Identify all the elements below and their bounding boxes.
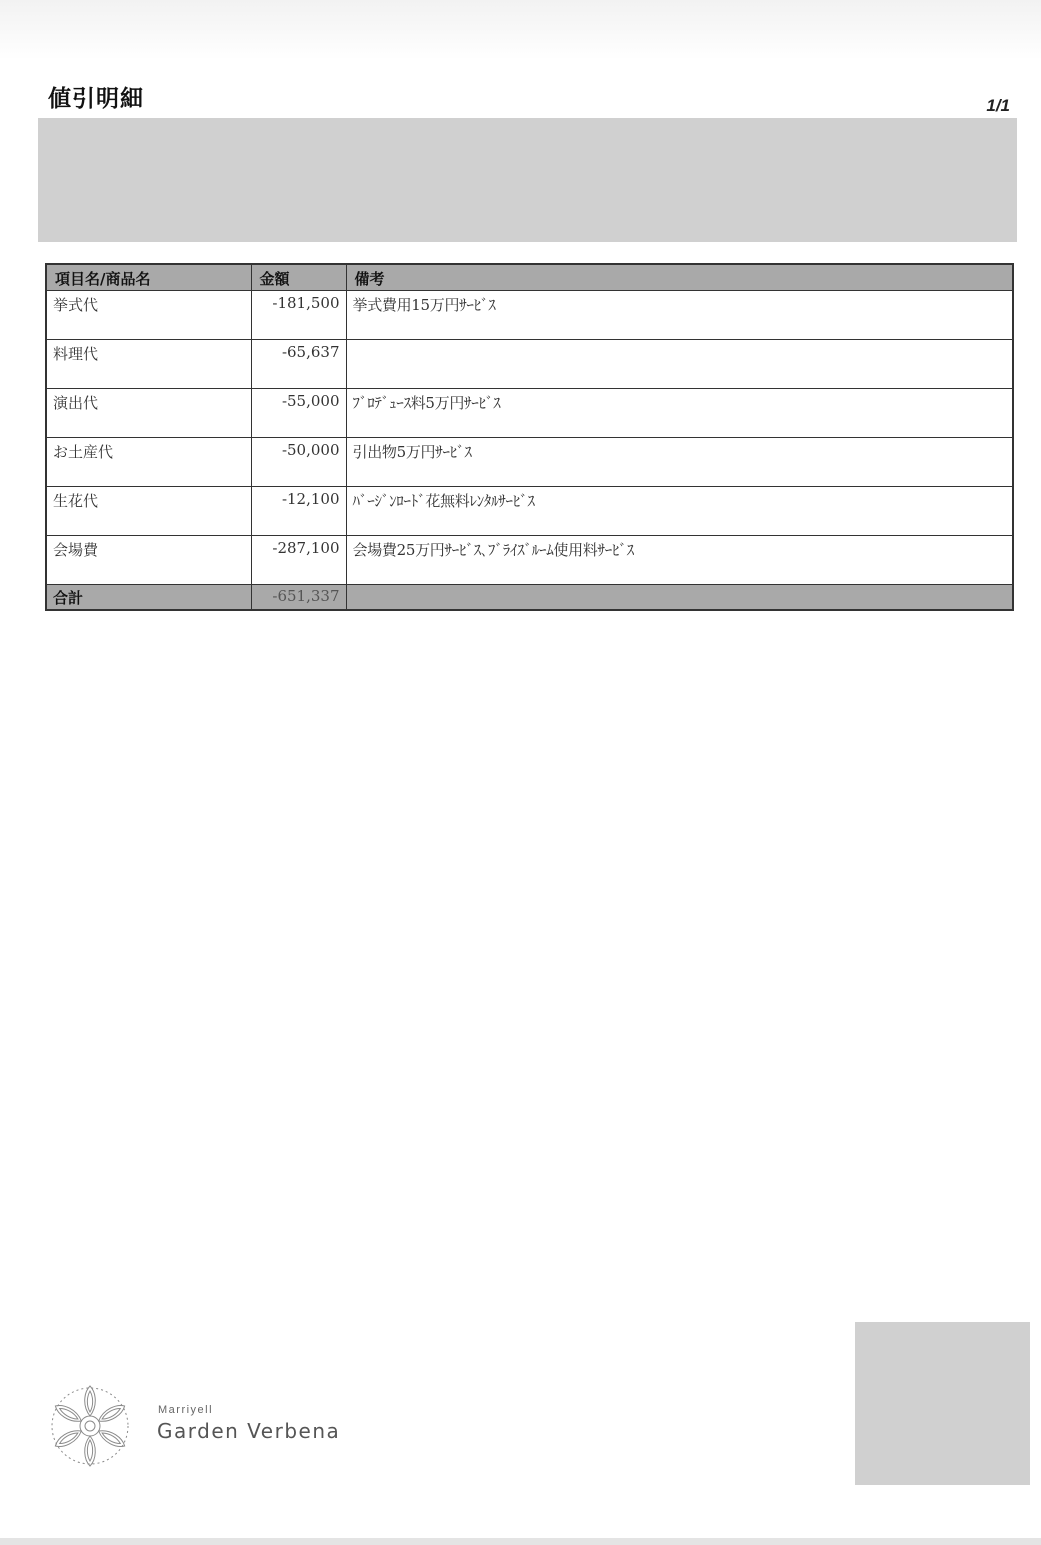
garden-verbena-logo-icon (44, 1380, 136, 1472)
item-note: 挙式費用15万円ｻｰﾋﾞｽ (346, 291, 1013, 340)
item-name: 料理代 (46, 340, 251, 389)
item-note: ﾌﾞﾛﾃﾞｭｰｽ料5万円ｻｰﾋﾞｽ (346, 389, 1013, 438)
total-note-empty (346, 585, 1013, 611)
item-note: 会場費25万円ｻｰﾋﾞｽ､ﾌﾞﾗｲｽﾞﾙｰﾑ使用料ｻｰﾋﾞｽ (346, 536, 1013, 585)
total-label: 合計 (46, 585, 251, 611)
item-note (346, 340, 1013, 389)
document-title: 値引明細 (48, 86, 144, 112)
table-row (46, 340, 1013, 389)
column-header-amount: 金額 (251, 264, 346, 291)
table-header-row (46, 264, 1013, 291)
item-amount: -181,500 (251, 291, 346, 340)
item-name: 挙式代 (46, 291, 251, 340)
item-amount: -55,000 (251, 389, 346, 438)
item-name: 演出代 (46, 389, 251, 438)
item-amount: -65,637 (251, 340, 346, 389)
redacted-header-block (38, 118, 1017, 242)
column-header-note: 備考 (346, 264, 1013, 291)
item-note: ﾊﾞｰｼﾞﾝﾛｰﾄﾞ花無料ﾚﾝﾀﾙｻｰﾋﾞｽ (346, 487, 1013, 536)
redacted-stamp-block (855, 1322, 1030, 1485)
item-name: 生花代 (46, 487, 251, 536)
table-row (46, 536, 1013, 585)
table-row (46, 291, 1013, 340)
item-amount: -12,100 (251, 487, 346, 536)
discount-table (45, 263, 1014, 611)
page-number: 1/1 (986, 96, 1010, 115)
item-amount: -50,000 (251, 438, 346, 487)
table-row (46, 389, 1013, 438)
brand-name: Garden Verbena (157, 1419, 341, 1443)
table-row (46, 487, 1013, 536)
total-row (46, 585, 1013, 611)
item-amount: -287,100 (251, 536, 346, 585)
scan-bottom-edge (0, 1538, 1041, 1545)
total-amount: -651,337 (251, 585, 346, 611)
table-row (46, 438, 1013, 487)
brand-subtitle: Marriyell (158, 1404, 214, 1416)
item-name: 会場費 (46, 536, 251, 585)
scan-shade (0, 0, 1041, 60)
item-note: 引出物5万円ｻｰﾋﾞｽ (346, 438, 1013, 487)
column-header-item: 項目名/商品名 (46, 264, 251, 291)
item-name: お土産代 (46, 438, 251, 487)
